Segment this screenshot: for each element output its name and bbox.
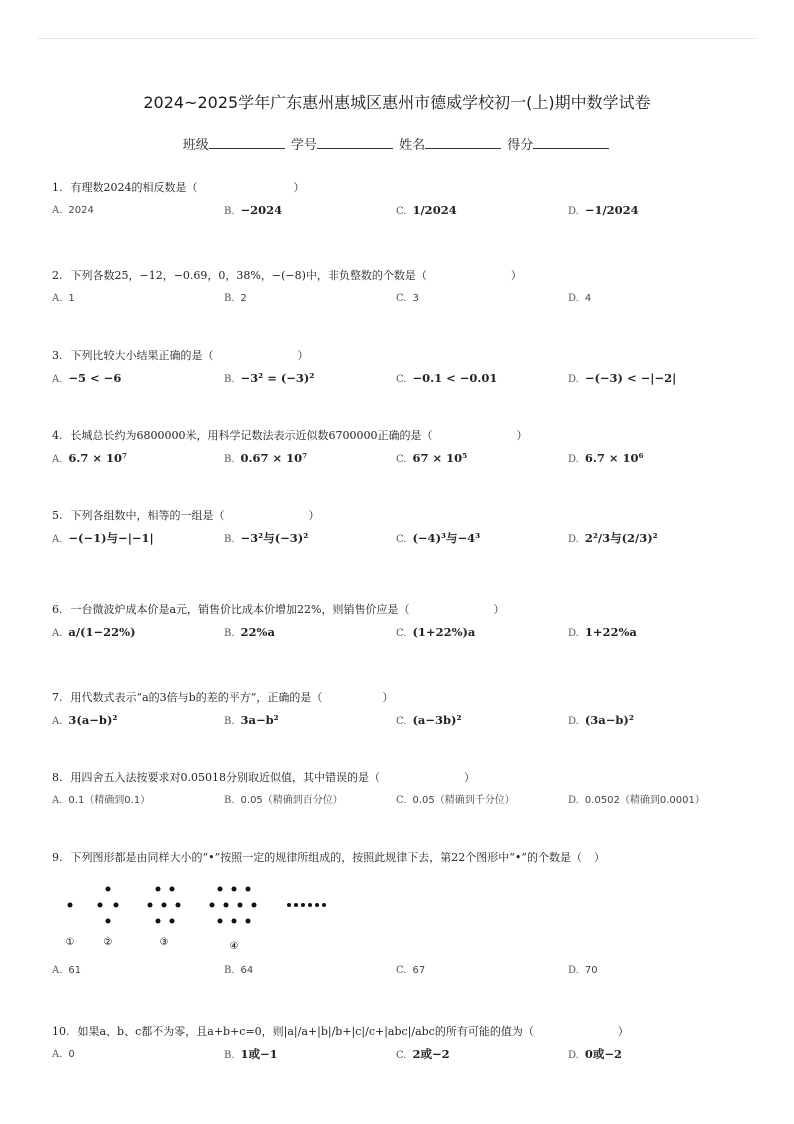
- option-d[interactable]: D. (3a−b)²: [568, 713, 634, 727]
- question-number: 1.: [52, 181, 63, 194]
- question-close-paren: ）: [493, 603, 505, 616]
- option-c[interactable]: C. (1+22%)a: [396, 625, 476, 639]
- question-stem: 有理数2024的相反数是（: [70, 181, 198, 194]
- option-a[interactable]: A. 0: [52, 1049, 75, 1060]
- question-stem: 下列比较大小结果正确的是（: [70, 349, 214, 362]
- figure-label-4: ④: [229, 941, 239, 952]
- option-a[interactable]: A. 6.7 × 10⁷: [52, 451, 128, 465]
- option-a[interactable]: A. −(−1)与−|−1|: [52, 531, 154, 545]
- option-c[interactable]: C. −0.1 < −0.01: [396, 371, 498, 385]
- question-stem: 如果a、b、c都不为零，且a+b+c=0，则|a|/a+|b|/b+|c|/c+|abc|/abc的所有可能的值为（: [77, 1025, 534, 1038]
- question-stem: 长城总长约为6800000米，用科学记数法表示近似数6700000正确的是（: [70, 429, 433, 442]
- option-d[interactable]: D. 2²/3与(2/3)²: [568, 531, 658, 545]
- score-blank[interactable]: [533, 136, 609, 149]
- question-close-paren: ）: [617, 1025, 629, 1038]
- option-b[interactable]: B. 0.67 × 10⁷: [224, 451, 308, 465]
- option-b[interactable]: B. 22%a: [224, 625, 275, 639]
- question-5: [52, 508, 752, 560]
- figure-label-3: ③: [159, 937, 169, 948]
- name-label: 姓名: [399, 138, 426, 153]
- options: [52, 530, 752, 560]
- option-d[interactable]: D. 70: [568, 965, 598, 976]
- class-blank[interactable]: [209, 136, 285, 149]
- option-d[interactable]: D. 0或−2: [568, 1047, 622, 1061]
- option-b[interactable]: B. 2: [224, 293, 247, 304]
- question-1: [52, 180, 752, 232]
- option-c[interactable]: C. 1/2024: [396, 203, 457, 217]
- option-c[interactable]: C. (a−3b)²: [396, 713, 462, 727]
- question-close-paren: ）: [516, 429, 528, 442]
- options: [52, 290, 752, 320]
- question-number: 2.: [52, 269, 63, 282]
- option-c[interactable]: C. (−4)³与−4³: [396, 531, 481, 545]
- option-a[interactable]: A. 1: [52, 293, 75, 304]
- question-stem: 下列图形都是由同样大小的“•”按照一定的规律所组成的，按照此规律下去，第22个图形中“•”的个数是（: [70, 851, 582, 864]
- options: [52, 962, 752, 992]
- question-3: [52, 348, 752, 400]
- fraction-1-over-2024: 1/2024: [412, 203, 457, 217]
- question-number: 6.: [52, 603, 63, 616]
- option-b[interactable]: B. −3² = (−3)²: [224, 371, 315, 385]
- question-close-paren: ）: [510, 269, 522, 282]
- question-close-paren: ）: [293, 181, 305, 194]
- option-c[interactable]: C. 2或−2: [396, 1047, 450, 1061]
- question-stem: 用四舍五入法按要求对0.05018分别取近似值，其中错误的是（: [70, 771, 380, 784]
- question-2: [52, 268, 752, 320]
- question-7: [52, 690, 752, 742]
- id-blank[interactable]: [317, 136, 393, 149]
- question-close-paren: ）: [464, 771, 475, 784]
- options: [52, 792, 752, 822]
- option-a[interactable]: A. 2024: [52, 205, 94, 216]
- id-label: 学号: [290, 138, 317, 153]
- figure-1-dots: [68, 903, 73, 908]
- option-b[interactable]: B. 3a−b²: [224, 713, 279, 727]
- options: [52, 712, 752, 742]
- figure-label-1: ①: [65, 937, 75, 948]
- header-rule: [38, 38, 756, 39]
- question-stem: 用代数式表示“a的3倍与b的差的平方”，正确的是（: [70, 691, 323, 704]
- question-stem: 一台微波炉成本价是a元，销售价比成本价增加22%，则销售价应是（: [70, 603, 410, 616]
- option-b[interactable]: B. 0.05（精确到百分位）: [224, 795, 343, 806]
- question-8: [52, 770, 752, 822]
- option-d[interactable]: D. 6.7 × 10⁶: [568, 451, 644, 465]
- class-label: 班级: [182, 138, 209, 153]
- question-6: [52, 602, 752, 654]
- question-stem: 下列各组数中，相等的一组是（: [70, 509, 225, 522]
- question-close-paren: ）: [382, 691, 394, 704]
- question-number: 10.: [52, 1025, 70, 1038]
- option-a[interactable]: A. a/(1−22%): [52, 625, 136, 639]
- option-c[interactable]: C. 67: [396, 965, 426, 976]
- question-number: 4.: [52, 429, 63, 442]
- options: [52, 202, 752, 232]
- option-a[interactable]: A. 61: [52, 965, 82, 976]
- option-a[interactable]: A. −5 < −6: [52, 371, 122, 385]
- option-b[interactable]: B. 1或−1: [224, 1047, 278, 1061]
- option-a[interactable]: A. 3(a−b)²: [52, 713, 118, 727]
- figure-label-2: ②: [103, 937, 113, 948]
- question-4: [52, 428, 752, 480]
- fraction-neg-1-over-2024: −1/2024: [584, 203, 639, 217]
- option-c[interactable]: C. 0.05（精确到千分位）: [396, 795, 515, 806]
- question-close-paren: ）: [308, 509, 320, 522]
- options: [52, 370, 752, 400]
- question-close-paren: ）: [593, 851, 605, 864]
- question-number: 5.: [52, 509, 63, 522]
- options: [52, 1046, 752, 1076]
- option-b[interactable]: B. −3²与(−3)²: [224, 531, 309, 545]
- question-9: [52, 850, 752, 866]
- dot-pattern-figure: [52, 875, 352, 955]
- figure-4-dots: [210, 887, 257, 924]
- question-number: 9.: [52, 851, 63, 864]
- option-d[interactable]: D. 0.0502（精确到0.0001）: [568, 795, 705, 806]
- options: [52, 624, 752, 654]
- option-d[interactable]: D. 4: [568, 293, 592, 304]
- figure-2-dots: [98, 887, 119, 924]
- question-number: 8.: [52, 771, 63, 784]
- option-d[interactable]: D. 1+22%a: [568, 625, 637, 639]
- name-blank[interactable]: [425, 136, 501, 149]
- question-number: 3.: [52, 349, 63, 362]
- student-info-line: [0, 134, 794, 153]
- continuation-dots: [287, 903, 326, 907]
- option-c[interactable]: C. 3: [396, 293, 419, 304]
- question-10: [52, 1024, 752, 1076]
- question-number: 7.: [52, 691, 63, 704]
- question-9-options: [52, 962, 752, 992]
- option-b[interactable]: B. −2024: [224, 203, 283, 217]
- options: [52, 450, 752, 480]
- option-d[interactable]: D. −(−3) < −|−2|: [568, 371, 677, 385]
- option-d[interactable]: D. −1/2024: [568, 203, 639, 217]
- score-label: 得分: [507, 138, 534, 153]
- option-a[interactable]: A. 0.1（精确到0.1）: [52, 795, 151, 806]
- option-b[interactable]: B. 64: [224, 965, 254, 976]
- page-title: 2024~2025学年广东惠州惠城区惠州市德威学校初一(上)期中数学试卷: [143, 93, 651, 112]
- figure-3-dots: [148, 887, 181, 924]
- option-c[interactable]: C. 67 × 10⁵: [396, 451, 468, 465]
- question-close-paren: ）: [297, 349, 309, 362]
- question-stem: 下列各数25，−12，−0.69，0，38%，−(−8)中，非负整数的个数是（: [70, 269, 427, 282]
